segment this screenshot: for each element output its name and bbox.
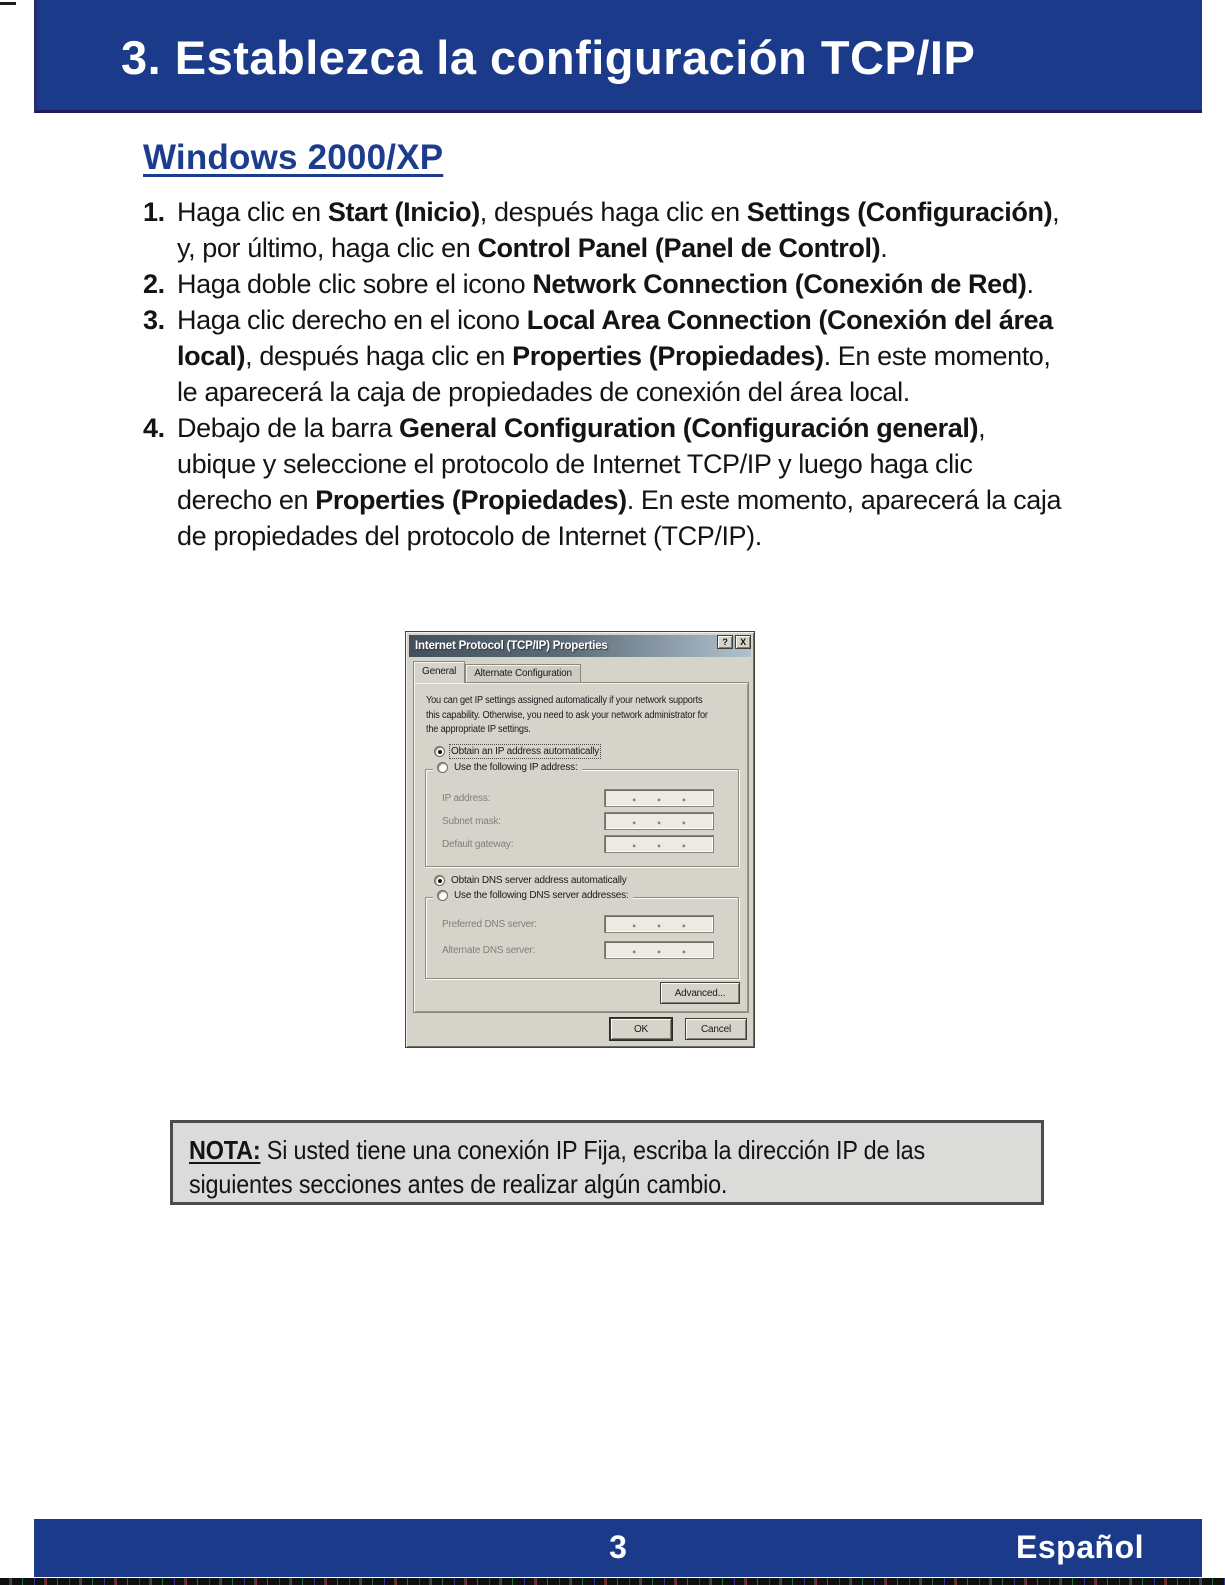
dialog-description bbox=[426, 694, 746, 738]
text-run: Haga clic derecho en el icono bbox=[177, 305, 527, 335]
use-dns-radio-row[interactable] bbox=[433, 890, 633, 901]
scan-artifact-edge-noise bbox=[0, 1578, 1225, 1585]
step-text bbox=[177, 302, 1203, 410]
default-gateway-row bbox=[442, 835, 724, 853]
alternate-dns-label: Alternate DNS server: bbox=[442, 944, 536, 956]
text-run: this capability. Otherwise, you need to ask your network administrator for bbox=[426, 709, 708, 721]
use-dns-label: Use the following DNS server addresses: bbox=[454, 890, 629, 901]
text-run: NOTA: bbox=[189, 1135, 261, 1165]
tcpip-properties-dialog bbox=[405, 631, 755, 1048]
text-run: Network Connection (Conexión de Red) bbox=[532, 269, 1027, 299]
text-run: Properties (Propiedades) bbox=[512, 341, 824, 371]
help-icon[interactable]: ? bbox=[717, 635, 733, 649]
text-run: le aparecerá la caja de propiedades de conexión del área local. bbox=[177, 377, 910, 407]
subnet-mask-input[interactable] bbox=[604, 812, 714, 830]
text-run: . En este momento, aparecerá la caja bbox=[626, 485, 1062, 515]
alternate-dns-row bbox=[442, 941, 724, 959]
note-text bbox=[189, 1133, 1048, 1201]
dialog-titlebar[interactable] bbox=[409, 635, 751, 657]
text-line bbox=[177, 338, 1203, 374]
text-line bbox=[177, 230, 1203, 266]
text-run: ubique y seleccione el protocolo de Internet TCP/IP y luego haga clic bbox=[177, 449, 973, 479]
preferred-dns-input[interactable] bbox=[604, 915, 714, 933]
ok-button[interactable]: OK bbox=[610, 1018, 672, 1040]
text-run: Haga doble clic sobre el icono bbox=[177, 269, 533, 299]
ip-address-group bbox=[425, 762, 739, 867]
obtain-ip-radio-row[interactable] bbox=[434, 746, 599, 757]
text-run: Haga clic en bbox=[177, 197, 328, 227]
use-ip-label: Use the following IP address: bbox=[454, 762, 578, 773]
text-run: , bbox=[978, 413, 986, 443]
text-run: . bbox=[1026, 269, 1034, 299]
text-run: derecho en bbox=[177, 485, 316, 515]
ip-address-label: IP address: bbox=[442, 792, 491, 804]
default-gateway-input[interactable] bbox=[604, 835, 714, 853]
obtain-ip-label: Obtain an IP address automatically bbox=[451, 746, 600, 757]
radio-obtain-dns[interactable] bbox=[434, 875, 445, 886]
step-item bbox=[143, 266, 1203, 302]
text-run: siguientes secciones antes de realizar algún cambio. bbox=[189, 1169, 728, 1199]
step-number: 4. bbox=[143, 413, 165, 443]
obtain-dns-label: Obtain DNS server address automatically bbox=[451, 875, 627, 886]
dns-servers-group bbox=[425, 890, 739, 979]
titlebar-buttons bbox=[717, 635, 751, 649]
preferred-dns-row bbox=[442, 915, 724, 933]
tab-alternate-configuration[interactable]: Alternate Configuration bbox=[465, 664, 581, 683]
text-run: local) bbox=[177, 341, 246, 371]
text-run: Settings (Configuración) bbox=[746, 197, 1053, 227]
page-number: 3 bbox=[609, 1529, 627, 1565]
text-run: Local Area Connection (Conexión del área bbox=[526, 305, 1053, 335]
text-run: Debajo de la barra bbox=[177, 413, 400, 443]
general-tab-page bbox=[413, 682, 749, 1013]
text-run: Properties (Propiedades) bbox=[315, 485, 627, 515]
obtain-dns-radio-row[interactable] bbox=[434, 875, 627, 886]
step-text bbox=[177, 410, 1203, 554]
text-line bbox=[177, 446, 1203, 482]
use-ip-radio-row[interactable] bbox=[433, 762, 582, 773]
radio-use-dns[interactable] bbox=[437, 890, 448, 901]
step-number: 3. bbox=[143, 305, 165, 335]
scan-artifact-line bbox=[0, 2, 16, 5]
text-line bbox=[177, 302, 1203, 338]
step-text bbox=[177, 266, 1203, 302]
tab-general[interactable]: General bbox=[413, 661, 465, 683]
dialog-title: Internet Protocol (TCP/IP) Properties bbox=[415, 640, 608, 652]
text-run: . bbox=[880, 233, 888, 263]
close-icon[interactable]: X bbox=[735, 635, 751, 649]
text-line bbox=[177, 482, 1203, 518]
text-run: Si usted tiene una conexión IP Fija, escriba la dirección IP de las bbox=[260, 1135, 926, 1165]
page-title: 3. Establezca la configuración TCP/IP bbox=[121, 31, 976, 84]
ip-address-row bbox=[442, 789, 724, 807]
section-heading: Windows 2000/XP bbox=[143, 138, 444, 177]
tab-strip bbox=[413, 661, 581, 683]
text-line bbox=[177, 194, 1203, 230]
language-label: Español bbox=[1016, 1529, 1144, 1565]
subnet-mask-row bbox=[442, 812, 724, 830]
text-line bbox=[177, 266, 1203, 302]
text-line bbox=[177, 374, 1203, 410]
text-run: General Configuration (Configuración general) bbox=[399, 413, 979, 443]
text-run: , después haga clic en bbox=[245, 341, 513, 371]
step-number: 2. bbox=[143, 269, 165, 299]
text-run: , bbox=[1052, 197, 1060, 227]
step-item bbox=[143, 302, 1203, 410]
step-text bbox=[177, 194, 1203, 266]
step-item bbox=[143, 194, 1203, 266]
text-line bbox=[177, 410, 1203, 446]
text-run: Start (Inicio) bbox=[327, 197, 480, 227]
text-line bbox=[426, 723, 720, 738]
text-line bbox=[426, 694, 720, 709]
ip-address-input[interactable] bbox=[604, 789, 714, 807]
step-item bbox=[143, 410, 1203, 554]
alternate-dns-input[interactable] bbox=[604, 941, 714, 959]
text-line bbox=[189, 1167, 1048, 1201]
text-run: You can get IP settings assigned automatically if your network supports bbox=[426, 695, 703, 706]
radio-obtain-ip[interactable] bbox=[434, 746, 445, 757]
text-line bbox=[426, 709, 720, 724]
advanced-button[interactable]: Advanced... bbox=[660, 982, 740, 1004]
preferred-dns-label: Preferred DNS server: bbox=[442, 918, 537, 930]
text-run: . En este momento, bbox=[823, 341, 1051, 371]
text-line bbox=[189, 1133, 1048, 1167]
text-run: y, por último, haga clic en bbox=[177, 233, 478, 263]
steps-list bbox=[143, 194, 1203, 554]
footer-banner bbox=[34, 1519, 1202, 1577]
radio-use-ip[interactable] bbox=[437, 762, 448, 773]
text-run: Control Panel (Panel de Control) bbox=[477, 233, 881, 263]
text-line bbox=[177, 518, 1203, 554]
default-gateway-label: Default gateway: bbox=[442, 838, 514, 850]
cancel-button[interactable]: Cancel bbox=[685, 1018, 747, 1040]
header-banner bbox=[34, 0, 1202, 113]
step-number: 1. bbox=[143, 197, 165, 227]
subnet-mask-label: Subnet mask: bbox=[442, 815, 501, 827]
text-run: , después haga clic en bbox=[479, 197, 747, 227]
text-run: the appropriate IP settings. bbox=[426, 724, 531, 735]
text-run: de propiedades del protocolo de Internet (TCP/IP). bbox=[177, 521, 762, 551]
note-box bbox=[170, 1120, 1044, 1205]
